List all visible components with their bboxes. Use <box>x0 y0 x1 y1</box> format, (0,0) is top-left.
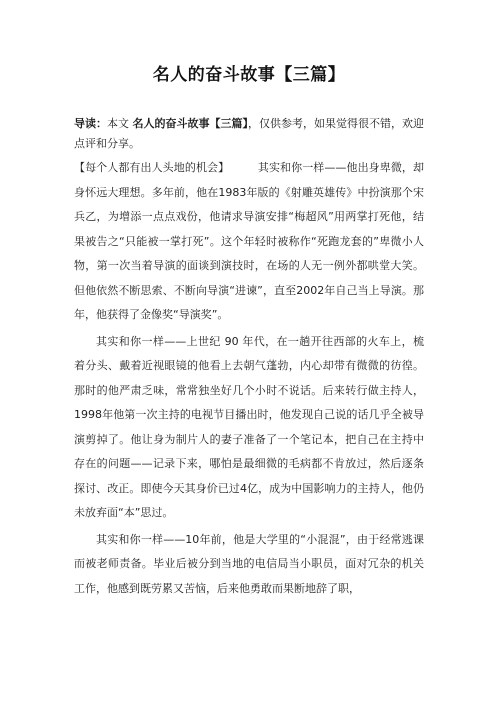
section-paragraph-2: 其实和你一样——上世纪 90 年代，在一趟开往西部的火车上，梳着分头、戴着近视眼镜的他看上去朝气蓬勃，内心却带有微微的彷徨。那时的他严肃乏味，常常独坐好几个小时不说话。后来转行做主持人，1998年他第一次主持的电视节目播出时，他发现自己说的话几乎全被导演剪掉了。他让身为制片人的妻子准备了一个笔记本，把自己在主持中存在的问题——记录下来，哪怕是最细微的毛病都不肯放过，然后逐条探讨、改正。即使今天其身价已过4亿，成为中国影响力的主持人，他仍未放弃面“本”思过。 <box>74 334 424 519</box>
section-heading: 【每个人都有出人头地的机会】 <box>74 161 230 174</box>
guide-prefix: 本文 <box>107 117 129 130</box>
guide-label: 导读： <box>74 117 107 130</box>
section-text-1: 其实和你一样——他出身卑微，却身怀远大理想。多年前，他在1983年版的《射雕英雄传》中扮演那个宋兵乙，为增添一点点戏份，他请求导演安排“梅超风”用两掌打死他，结果被告之“只能被一掌打死”。这个年轻时被称作“死跑龙套的”卑微小人物，第一次当着导演的面谈到演技时，在场的人无一例外都哄堂大笑。但他依然不断思索、不断向导演“进谏”，直至2002年自己当上导演。那年，他获得了金像奖“导演奖”。 <box>74 161 424 321</box>
guide-highlight: 名人的奋斗故事【三篇】 <box>132 117 248 130</box>
section-paragraph-3: 其实和你一样——10年前，他是大学里的“小混混”，由于经常逃课而被老师责备。毕业后被分到当地的电信局当小职员，面对冗杂的机关工作，他感到既劳累又苦恼，后来他勇敢而果断地辞了职， <box>74 532 424 595</box>
section-paragraph-1 <box>74 156 424 328</box>
document-title: 名人的奋斗故事【三篇】 <box>152 65 346 85</box>
guide-paragraph <box>74 114 424 154</box>
guide-suffix: ，仅供参考，如果觉得很不错，欢迎点评和分享。 <box>74 117 424 150</box>
